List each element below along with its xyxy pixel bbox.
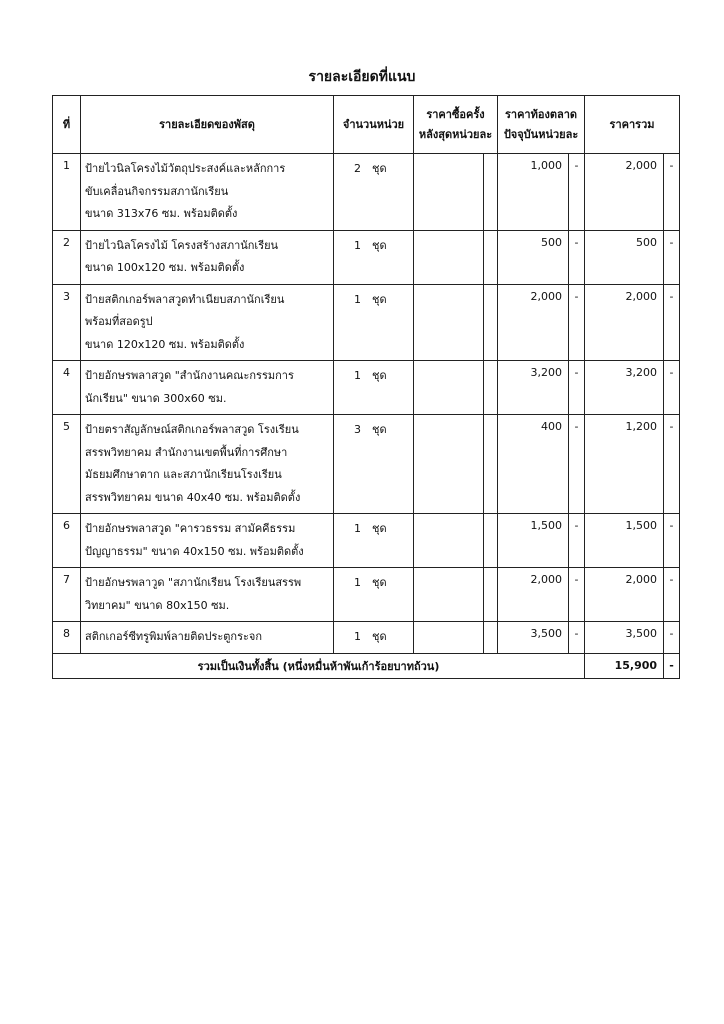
row-unit-price-dash: - [569,622,585,654]
row-unit-price-dash: - [569,514,585,568]
table-row [53,622,680,654]
row-total-dash: - [664,622,680,654]
row-total: 1,500 [585,514,664,568]
row-number: 7 [53,568,81,622]
quantity-unit: ชุด [372,369,387,382]
row-last-price-dash [484,230,498,284]
row-unit-price-dash: - [569,361,585,415]
row-last-price-dash [484,568,498,622]
row-quantity [334,568,414,622]
description-line: ขนาด 313x76 ซม. พร้อมติดตั้ง [85,207,238,220]
row-unit-price-dash: - [569,284,585,361]
row-last-price-dash [484,514,498,568]
quantity-value: 1 [354,369,361,382]
row-total-dash: - [664,568,680,622]
description-line: สติกเกอร์ซีทรูพิมพ์ลายติดประตูกระจก [85,630,263,643]
row-last-price [414,514,484,568]
table-row [53,361,680,415]
row-unit-price: 400 [498,415,569,514]
row-total-dash: - [664,415,680,514]
quantity-value: 3 [354,423,361,436]
row-unit-price-dash: - [569,154,585,231]
quantity-unit: ชุด [372,423,387,436]
table-row [53,230,680,284]
row-quantity [334,415,414,514]
row-total: 2,000 [585,284,664,361]
table-footer-row [53,653,680,678]
header-market-price-line1: ราคาท้องตลาด [504,107,578,121]
row-quantity [334,230,414,284]
description-line: ปัญญาธรรม" ขนาด 40x150 ซม. พร้อมติดตั้ง [85,544,304,558]
description-line: ป้ายไวนิลโครงไม้วัตถุประสงค์และหลักการ [85,162,286,175]
table-row [53,568,680,622]
row-unit-price: 3,500 [498,622,569,654]
quantity-value: 1 [354,522,361,535]
row-quantity [334,622,414,654]
row-number: 4 [53,361,81,415]
row-unit-price-dash: - [569,568,585,622]
row-total: 2,000 [585,154,664,231]
quantity-unit: ชุด [372,630,387,643]
row-quantity [334,154,414,231]
quantity-value: 1 [354,576,361,589]
description-line: ป้ายอักษรพลาสวูด "สำนักงานคณะกรรมการ [85,369,294,382]
description-line: ขนาด 100x120 ซม. พร้อมติดตั้ง [85,261,245,274]
quantity-unit: ชุด [372,292,387,306]
quantity-unit: ชุด [372,238,387,252]
row-description [81,568,334,622]
row-quantity [334,514,414,568]
row-number: 8 [53,622,81,654]
row-total-dash: - [664,361,680,415]
description-line: ขับเคลื่อนกิจกรรมสภานักเรียน [85,184,229,198]
header-no: ที่ [53,96,81,154]
row-total-dash: - [664,230,680,284]
row-last-price [414,361,484,415]
header-last-price-line2: หลังสุดหน่วยละ [418,127,493,141]
row-unit-price-dash: - [569,230,585,284]
row-description [81,622,334,654]
row-last-price [414,284,484,361]
description-line: วิทยาคม" ขนาด 80x150 ซม. [85,598,230,612]
header-description: รายละเอียดของพัสดุ [81,96,334,154]
row-quantity [334,361,414,415]
row-unit-price: 1,500 [498,514,569,568]
row-description [81,154,334,231]
row-number: 3 [53,284,81,361]
items-table [52,95,680,679]
description-line: มัธยมศึกษาตาก และสภานักเรียนโรงเรียน [85,468,282,481]
quantity-value: 2 [354,162,361,175]
description-line: นักเรียน" ขนาด 300x60 ซม. [85,391,227,405]
row-total-dash: - [664,514,680,568]
row-total-dash: - [664,154,680,231]
row-total: 500 [585,230,664,284]
row-number: 5 [53,415,81,514]
row-number: 1 [53,154,81,231]
header-last-price [414,96,498,154]
description-line: ป้ายไวนิลโครงไม้ โครงสร้างสภานักเรียน [85,238,279,252]
row-unit-price: 500 [498,230,569,284]
description-line: ป้ายตราสัญลักษณ์สติกเกอร์พลาสวูด โรงเรียน [85,423,299,436]
row-last-price-dash [484,361,498,415]
description-line: ป้ายอักษรพลาสวูด "คารวธรรม สามัคคีธรรม [85,522,296,535]
row-last-price-dash [484,415,498,514]
quantity-value: 1 [354,238,361,252]
table-row [53,154,680,231]
quantity-unit: ชุด [372,162,387,175]
description-line: พร้อมที่สอดรูป [85,315,153,328]
description-line: ขนาด 120x120 ซม. พร้อมติดตั้ง [85,337,245,351]
document-title: รายละเอียดที่แนบ [308,69,416,85]
quantity-value: 1 [354,292,361,306]
header-quantity: จำนวนหน่วย [334,96,414,154]
description-line: ป้ายอักษรพลาวูด "สภานักเรียน โรงเรียนสรรพ [85,576,302,589]
row-description [81,361,334,415]
row-last-price [414,415,484,514]
table-row [53,415,680,514]
row-last-price [414,230,484,284]
description-line: สรรพวิทยาคม สำนักงานเขตพื้นที่การศึกษา [85,445,288,459]
row-number: 6 [53,514,81,568]
header-total: ราคารวม [585,96,680,154]
row-description [81,230,334,284]
header-market-price-line2: ปัจจุบันหน่วยละ [503,127,579,141]
row-description [81,284,334,361]
table-header-row [53,96,680,154]
row-total: 2,000 [585,568,664,622]
header-last-price-line1: ราคาซื้อครั้ง [426,107,485,121]
row-total: 1,200 [585,415,664,514]
table-row [53,514,680,568]
row-quantity [334,284,414,361]
row-total: 3,500 [585,622,664,654]
quantity-value: 1 [354,630,361,643]
row-last-price [414,154,484,231]
row-unit-price: 1,000 [498,154,569,231]
grand-total-dash: - [664,653,680,678]
row-description [81,415,334,514]
table-row [53,284,680,361]
row-total-dash: - [664,284,680,361]
row-description [81,514,334,568]
row-last-price [414,622,484,654]
row-unit-price: 3,200 [498,361,569,415]
row-last-price [414,568,484,622]
quantity-unit: ชุด [372,576,387,589]
table-body [53,154,680,654]
row-last-price-dash [484,622,498,654]
row-last-price-dash [484,284,498,361]
description-line: สรรพวิทยาคม ขนาด 40x40 ซม. พร้อมติดตั้ง [85,490,301,504]
description-line: ป้ายสติกเกอร์พลาสวูดทำเนียบสภานักเรียน [85,292,285,306]
row-unit-price: 2,000 [498,568,569,622]
row-unit-price-dash: - [569,415,585,514]
row-total: 3,200 [585,361,664,415]
row-number: 2 [53,230,81,284]
row-unit-price: 2,000 [498,284,569,361]
grand-total-label: รวมเป็นเงินทั้งสิ้น (หนึ่งหมื่นห้าพันเก้าร้อยบาทถ้วน) [53,653,585,678]
grand-total-value: 15,900 [585,653,664,678]
header-market-price [498,96,585,154]
row-last-price-dash [484,154,498,231]
quantity-unit: ชุด [372,522,387,535]
